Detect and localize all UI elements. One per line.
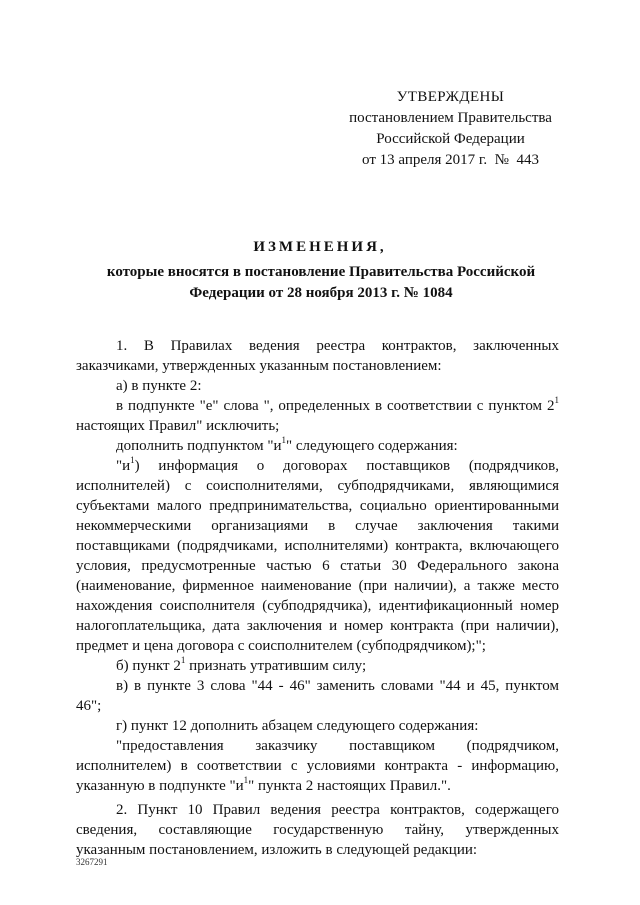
paragraph-6-text-b: признать утратившим силу; xyxy=(185,658,367,674)
paragraph-3-text-b: настоящих Правил" исключить; xyxy=(76,418,280,434)
paragraph-8: г) пункт 12 дополнить абзацем следующего содержания: xyxy=(116,718,479,734)
approval-line-2: Российской Федерации xyxy=(376,131,525,147)
paragraph-2: а) в пункте 2: xyxy=(116,378,202,394)
paragraph-1: 1. В Правилах ведения реестра контрактов, заключенных заказчиками, утвержденных указанным постановлением: xyxy=(76,338,559,374)
document-body xyxy=(76,336,559,860)
paragraph-7: в) в пункте 3 слова "44 - 46" заменить словами "44 и 45, пунктом 46"; xyxy=(76,678,559,714)
document-title: ИЗМЕНЕНИЯ, xyxy=(253,239,387,255)
document-subtitle: которые вносятся в постановление Правительства Российской Федерации от 28 ноября 2013 г. № 1084 xyxy=(106,264,536,301)
superscript: 1 xyxy=(281,435,286,445)
approval-line-1: постановлением Правительства xyxy=(349,110,552,126)
paragraph-6-text-a: б) пункт 2 xyxy=(116,658,181,674)
approval-block xyxy=(338,87,563,171)
superscript: 1 xyxy=(243,775,249,785)
paragraph-3-text-a: в подпункте "е" слова ", определенных в соответствии с пунктом 2 xyxy=(116,398,555,414)
paragraph-10: 2. Пункт 10 Правил ведения реестра контрактов, содержащего сведения, составляющие государственную тайну, утвержденных указанным постановлением, изложить в следующей редакции: xyxy=(76,802,559,858)
paragraph-4 xyxy=(76,436,559,456)
paragraph-4-text-a: дополнить подпунктом "и xyxy=(116,438,282,454)
superscript: 1 xyxy=(130,455,135,465)
paragraph-4-text-b: " следующего содержания: xyxy=(285,438,458,454)
paragraph-5-text-a: "и xyxy=(116,458,131,474)
paragraph-3 xyxy=(76,396,559,436)
approval-date-number: от 13 апреля 2017 г. № 443 xyxy=(362,152,539,168)
superscript: 1 xyxy=(554,395,559,405)
paragraph-9-text-b: " пункта 2 настоящих Правил.". xyxy=(248,778,451,794)
paragraph-5-text-b: ) информация о договорах поставщиков (подрядчиков, исполнителей) с соисполнителями, субподрядчиками, являющимися субъектами малого предпринимательства, социально ориентированными некоммерческими организациями в случае заключения такими поставщиками (подрядчиками, исполнителями) контракта, включающего условия, предусмотренные частью 6 статьи 30 Федерального закона (наименование, фирменное наименование (при наличии), а также место нахождения соисполнителя (субподрядчика), идентификационный номер налогоплательщика, дата заключения и номер контракта (при наличии), предмет и цена договора с соисполнителем (субподрядчиком);"; xyxy=(76,458,559,654)
paragraph-9 xyxy=(76,736,559,796)
paragraph-9-text-a: "предоставления заказчику поставщиком (подрядчиком, исполнителем) в соответствии с условиями контракта - информацию, указанную в подпункте "и xyxy=(76,738,559,794)
paragraph-6 xyxy=(76,656,559,676)
paragraph-5 xyxy=(76,456,559,656)
superscript: 1 xyxy=(180,655,186,665)
approval-title: УТВЕРЖДЕНЫ xyxy=(396,89,505,105)
footer-document-code: 3267291 xyxy=(76,857,108,867)
